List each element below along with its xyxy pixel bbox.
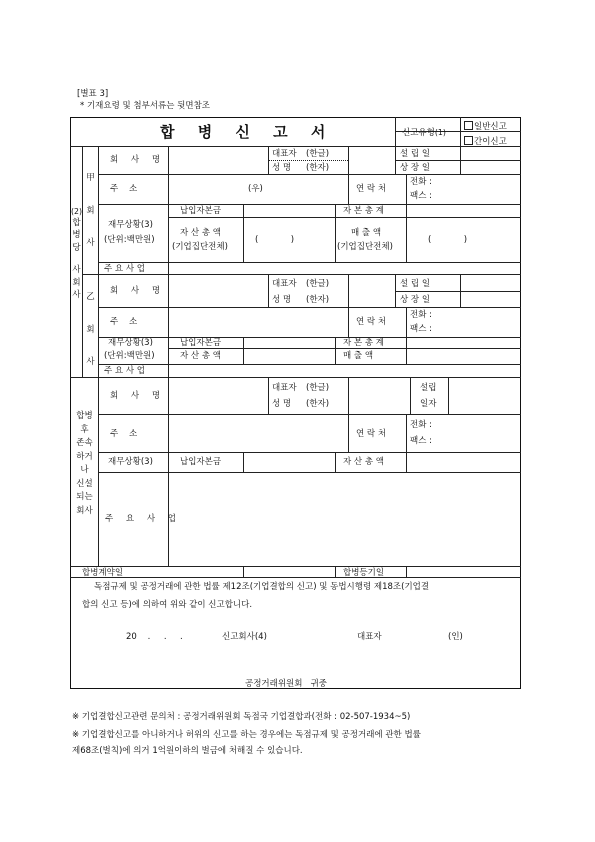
surviving-company-label: 합병 후 존속 하거 나 신설 되는 회사 [76, 411, 93, 516]
company-a-name2-label: 성 명 [272, 163, 292, 173]
seal-mark: (인) [448, 632, 463, 642]
surviving-name2-label: 성 명 [272, 399, 292, 409]
surviving-contact-label: 연 락 처 [356, 429, 387, 439]
company-b-label: 乙 회 사 [86, 292, 95, 367]
company-a-fax[interactable]: 팩스 : [410, 191, 432, 201]
surviving-main-business-label: 주 요 사 업 [105, 514, 181, 524]
company-b-listed-label: 상 장 일 [400, 295, 431, 305]
company-a-address-label: 주 소 [110, 184, 138, 194]
surviving-address-label: 주 소 [110, 429, 138, 439]
company-a-finance-label: 재무상황(3) [108, 220, 153, 230]
simple-report-checkbox[interactable] [464, 136, 473, 145]
company-a-equity-label: 자 본 총 계 [343, 206, 384, 216]
company-a-sales-group-label: (기업집단전체) [337, 242, 393, 252]
contract-date-label: 합병계약일 [82, 568, 124, 578]
company-a-sales-label: 매 출 액 [351, 228, 382, 238]
company-a-label: 甲 회 사 [86, 173, 95, 248]
declaration-line-2: 합의 신고 등)에 의하여 위와 같이 신고합니다. [82, 600, 253, 610]
company-b-phone[interactable]: 전화 : [410, 310, 432, 320]
representative-label: 대표자 [357, 632, 382, 642]
reporting-company-label: 신고회사(4) [222, 632, 267, 642]
company-b-main-business-label: 주 요 사 업 [104, 366, 145, 376]
company-a-phone[interactable]: 전화 : [410, 177, 432, 187]
company-a-name-label: 회 사 명 [110, 155, 166, 165]
parties-label: (2) 합 병 당 사 회 사 [71, 207, 83, 301]
attachment-number: [별표 3] [77, 89, 109, 99]
company-b-unit-label: (단위:백만원) [104, 351, 155, 361]
surviving-phone[interactable]: 전화 : [410, 420, 432, 430]
company-b-name2-label: 성 명 [272, 295, 292, 305]
company-b-fax[interactable]: 팩스 : [410, 324, 432, 334]
general-report-checkbox[interactable] [464, 121, 473, 130]
company-a-listed-label: 상 장 일 [400, 163, 431, 173]
company-a-sales-value[interactable]: ( ) [428, 235, 468, 245]
surviving-ceo-label: 대표자 [272, 383, 297, 393]
surviving-established-label: 설립 [420, 383, 437, 393]
merger-date-label: 합병등기일 [343, 568, 385, 578]
hanja-label-b: (한자) [306, 295, 330, 305]
surviving-main-business-field[interactable] [169, 473, 520, 565]
korean-label-c: (한글) [306, 383, 330, 393]
company-b-assets-label: 자 산 총 액 [180, 351, 221, 361]
declaration-line-1: 독점규제 및 공정거래에 관한 법률 제12조(기업결합의 신고) 및 동법시행령 제18조(기업결 [94, 582, 430, 592]
company-a-established-field[interactable] [461, 147, 520, 159]
company-a-listed-field[interactable] [461, 161, 520, 173]
footer-warning-2: 제68조(벌칙)에 의거 1억원이하의 벌금에 처해질 수 있습니다. [72, 746, 303, 756]
company-b-equity-label: 자 본 총 계 [343, 338, 384, 348]
company-a-unit-label: (단위:백만원) [104, 235, 155, 245]
company-a-zip[interactable]: (우) [248, 184, 263, 194]
company-a-contact-label: 연 락 처 [356, 184, 387, 194]
company-b-sales-label: 매 출 액 [343, 351, 374, 361]
simple-report-option[interactable]: 간이신고 [464, 136, 507, 147]
surviving-paid-capital-label: 납입자본금 [180, 457, 222, 467]
company-b-ceo-label: 대표자 [272, 279, 297, 289]
general-report-option[interactable]: 일반신고 [464, 121, 507, 132]
company-a-assets-label: 자 산 총 액 [180, 228, 221, 238]
company-a-established-label: 설 립 일 [400, 149, 431, 159]
company-b-address-label: 주 소 [110, 317, 138, 327]
company-b-name-label: 회 사 명 [110, 286, 166, 296]
surviving-fax[interactable]: 팩스 : [410, 436, 432, 446]
company-a-ceo-label: 대표자 [272, 149, 297, 159]
instruction-note: * 기재요령 및 첨부서류는 뒷면참조 [80, 101, 211, 111]
company-a-assets-value[interactable]: ( ) [255, 235, 295, 245]
declaration-date[interactable]: 20 . . . [126, 632, 183, 642]
company-a-main-business-label: 주 요 사 업 [104, 264, 145, 274]
surviving-finance-label: 재무상황(3) [108, 457, 153, 467]
korean-label: (한글) [306, 149, 330, 159]
company-a-assets-group-label: (기업집단전체) [172, 242, 228, 252]
korean-label-b: (한글) [306, 279, 330, 289]
surviving-name-label: 회 사 명 [110, 391, 166, 401]
form-title: 합 병 신 고 서 [160, 123, 335, 141]
footer-contact: ※ 기업결합신고관련 문의처 : 공정거래위원회 독점국 기업결합과(전화 : 02-507-1934~5) [72, 712, 411, 722]
addressee: 공정거래위원회 귀중 [245, 679, 328, 689]
report-type-label: 신고유형(1) [402, 128, 446, 138]
hanja-label: (한자) [306, 163, 330, 173]
company-a-paid-capital-label: 납입자본금 [180, 206, 222, 216]
hanja-label-c: (한자) [306, 399, 330, 409]
footer-warning-1: ※ 기업결합신고를 아니하거나 허위의 신고를 하는 경우에는 독점규제 및 공정거래에 관한 법률 [72, 730, 421, 740]
company-b-contact-label: 연 락 처 [356, 317, 387, 327]
surviving-date-label: 일자 [420, 399, 437, 409]
company-b-established-label: 설 립 일 [400, 279, 431, 289]
surviving-assets-label: 자 산 총 액 [343, 457, 384, 467]
company-a-name-field[interactable] [169, 147, 267, 173]
company-b-paid-capital-label: 납입자본금 [180, 338, 222, 348]
company-b-finance-label: 재무상황(3) [108, 338, 153, 348]
